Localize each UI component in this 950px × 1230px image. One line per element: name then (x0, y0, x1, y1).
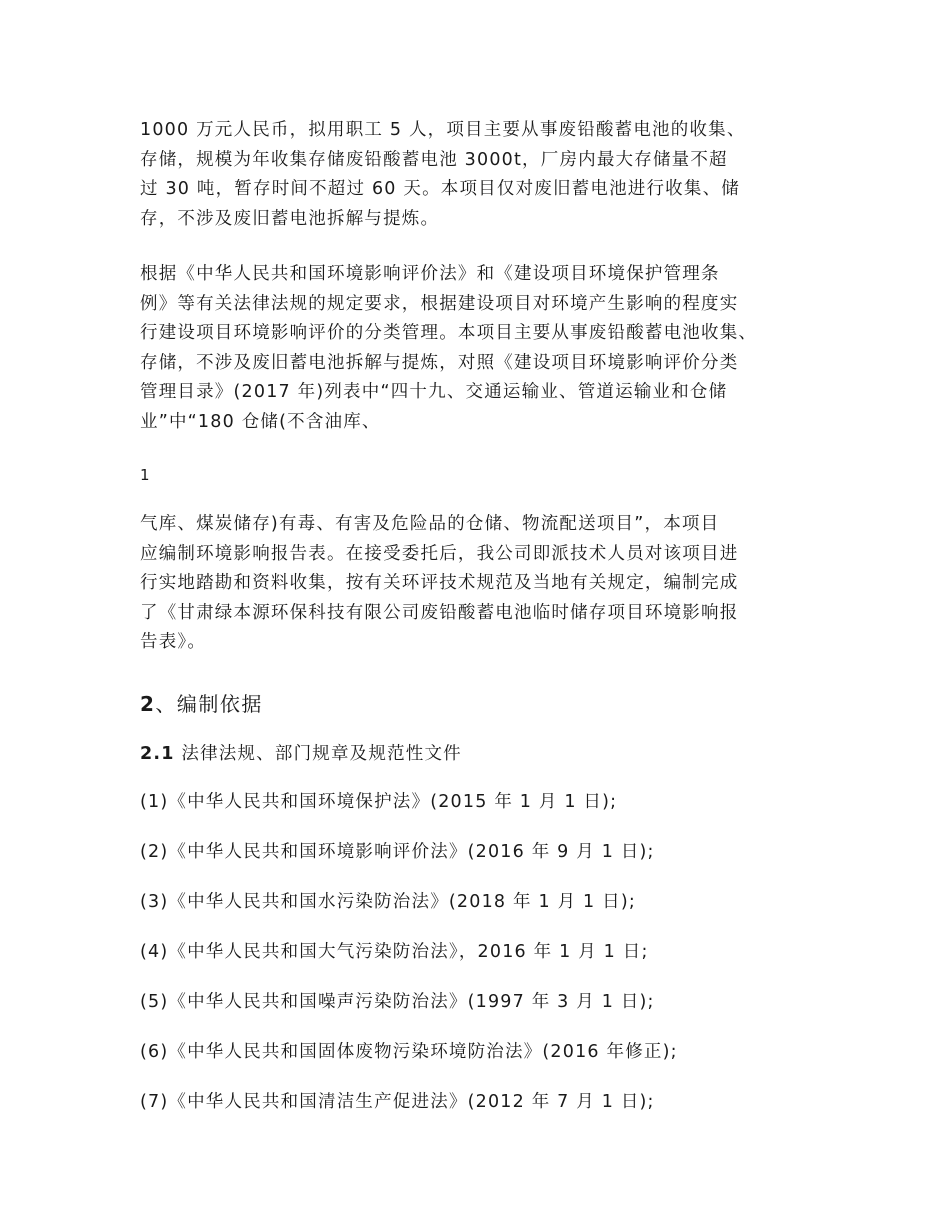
list-item: (7)《中华人民共和国清洁生产促进法》(2012 年 7 月 1 日); (140, 1092, 655, 1112)
section-title: 、编制依据 (155, 692, 263, 716)
subsection-number: 2.1 (140, 744, 175, 764)
list-item: (5)《中华人民共和国噪声污染防治法》(1997 年 3 月 1 日); (140, 992, 655, 1012)
text-line: 1000 万元人民币，拟用职工 5 人，项目主要从事废铅酸蓄电池的收集、 (140, 120, 746, 140)
page-number: 1 (140, 466, 151, 484)
text-line: 行实地踏勘和资料收集，按有关环评技术规范及当地有关规定，编制完成 (140, 573, 739, 593)
basis-paragraph (140, 260, 830, 437)
text-line: 应编制环境影响报告表。在接受委托后，我公司即派技术人员对该项目进 (140, 543, 739, 564)
section-number: 2 (140, 692, 156, 716)
law-list (140, 790, 678, 1140)
text-line: 了《甘肃绿本源环保科技有限公司废铅酸蓄电池临时储存项目环境影响报 (140, 602, 739, 623)
text-line: 例》等有关法律法规的规定要求，根据建设项目对环境产生影响的程度实 (140, 293, 739, 314)
list-item: (1)《中华人民共和国环境保护法》(2015 年 1 月 1 日); (140, 792, 618, 812)
list-item: (4)《中华人民共和国大气污染防治法》，2016 年 1 月 1 日; (140, 942, 649, 962)
list-item: (6)《中华人民共和国固体废物污染环境防治法》(2016 年修正); (140, 1042, 678, 1062)
text-line: 业”中“180 仓储(不含油库、 (140, 411, 381, 432)
text-line: 根据《中华人民共和国环境影响评价法》和《建设项目环境保护管理条 (140, 264, 720, 284)
text-line: 存，不涉及废旧蓄电池拆解与提炼。 (140, 208, 440, 229)
continuation-paragraph (140, 510, 830, 658)
text-line: 存储，规模为年收集存储废铅酸蓄电池 3000t，厂房内最大存储量不超 (140, 149, 728, 170)
subsection-title: 法律法规、部门规章及规范性文件 (174, 744, 462, 764)
list-item: (3)《中华人民共和国水污染防治法》(2018 年 1 月 1 日); (140, 892, 636, 912)
text-line: 过 30 吨，暂存时间不超过 60 天。本项目仅对废旧蓄电池进行收集、储 (140, 179, 740, 199)
subsection-heading (140, 740, 462, 765)
text-line: 气库、煤炭储存)有毒、有害及危险品的仓储、物流配送项目”，本项目 (140, 514, 720, 534)
list-item: (2)《中华人民共和国环境影响评价法》(2016 年 9 月 1 日); (140, 842, 655, 862)
text-line: 告表》。 (140, 632, 207, 652)
section-heading (140, 688, 263, 717)
text-line: 行建设项目环境影响评价的分类管理。本项目主要从事废铅酸蓄电池收集、 (140, 323, 758, 343)
text-line: 存储，不涉及废旧蓄电池拆解与提炼，对照《建设项目环境影响评价分类 (140, 352, 739, 373)
text-line: 管理目录》(2017 年)列表中“四十九、交通运输业、管道运输业和仓储 (140, 382, 728, 402)
intro-paragraph (140, 116, 830, 234)
